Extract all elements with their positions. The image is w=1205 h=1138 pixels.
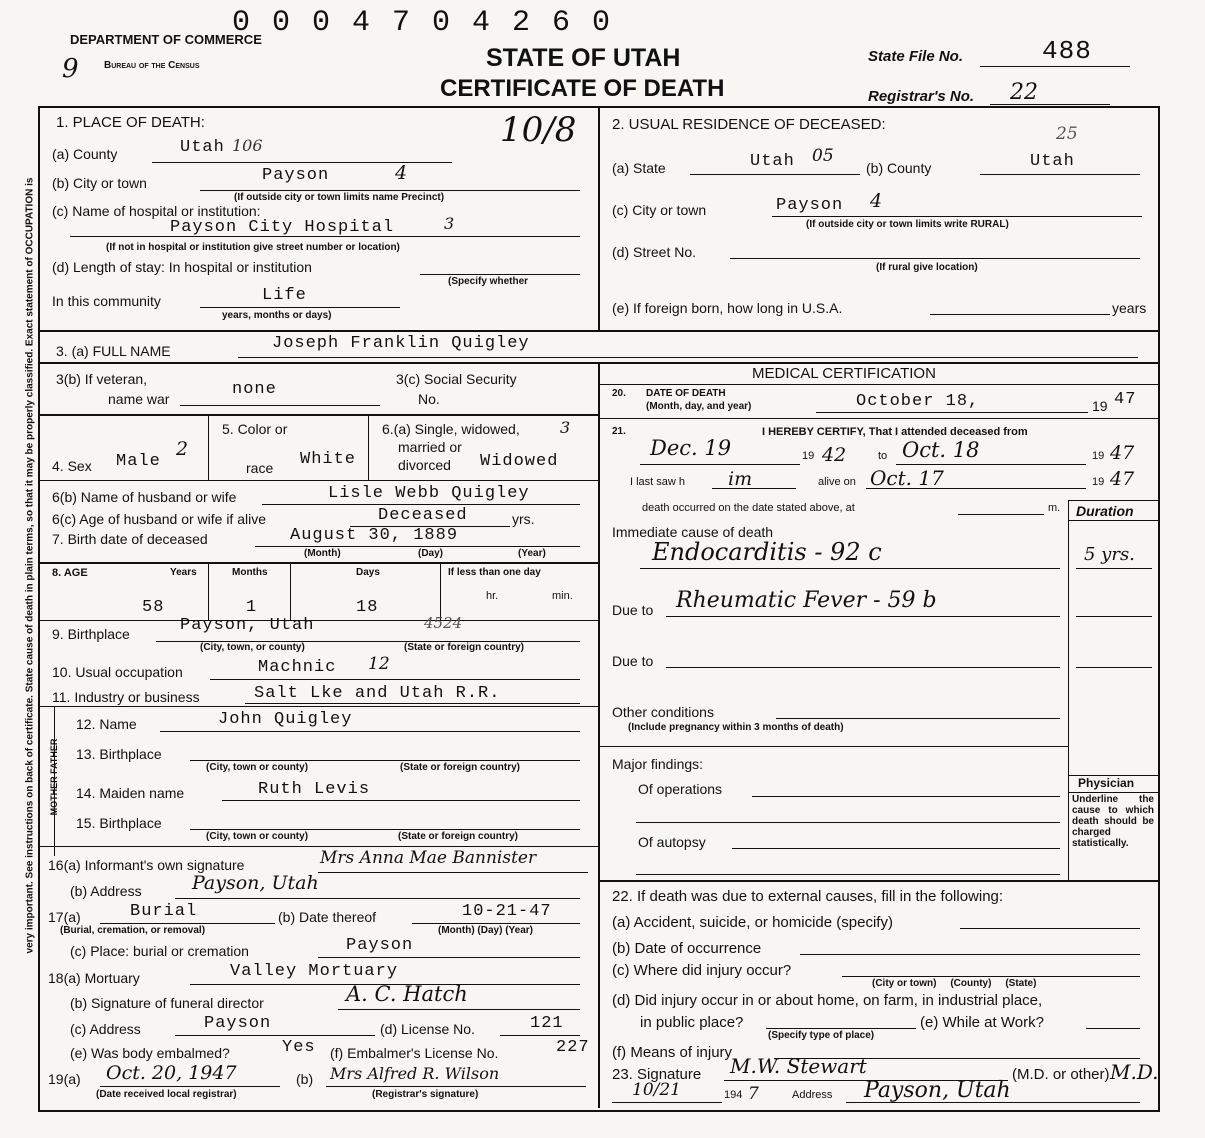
burial-label: 17(a): [48, 909, 81, 925]
marital-label-3: divorced: [398, 457, 451, 473]
alive-label: alive on: [818, 476, 856, 488]
certificate-title: CERTIFICATE OF DEATH: [440, 75, 725, 102]
death-year: 47: [1114, 390, 1137, 409]
alive-year-prefix: 19: [1092, 476, 1105, 488]
mother-state-note: (State or foreign country): [398, 831, 519, 842]
accident-label: (a) Accident, suicide, or homicide (specify): [612, 914, 893, 931]
burial-date: 10-21-47: [462, 902, 552, 921]
md-label: (M.D. or other): [1012, 1066, 1110, 1083]
mortuary-value: Valley Mortuary: [230, 962, 399, 981]
city-label: (b) City or town: [52, 175, 147, 191]
to-label: to: [878, 450, 888, 462]
bureau-label: Bureau of the Census: [104, 60, 200, 71]
father-state-note: (State or foreign country): [400, 762, 521, 773]
license-value: 121: [530, 1014, 564, 1033]
father-city-note: (City, town or county): [206, 762, 309, 773]
last-saw-label: I last saw h: [630, 476, 686, 488]
age-days-label: Days: [356, 567, 380, 578]
res-city-label: (c) City or town: [612, 202, 707, 218]
margin-instructions: very important. See instructions on back of certificate. State cause of death in plain terms, so that it may be properly classified. Exact statement of OCCUPATION is: [24, 177, 36, 954]
major-findings-label: Major findings:: [612, 756, 704, 772]
age-less-label: If less than one day: [448, 567, 541, 578]
box-mark-1: 10/8: [500, 110, 577, 150]
death-hospital: Payson City Hospital: [170, 218, 395, 237]
injury-place-label: (d) Did injury occur in or about home, on farm, in industrial place,: [612, 992, 1043, 1009]
burial-date-label: (b) Date thereof: [278, 909, 377, 925]
signature-address-label: Address: [792, 1089, 833, 1101]
attended-to: Oct. 18: [902, 438, 980, 462]
ssn-label: 3(c) Social Security: [396, 371, 517, 387]
embalmed-value: Yes: [282, 1038, 316, 1057]
other-conditions-note: (Include pregnancy within 3 months of death): [628, 722, 844, 733]
marital-code: 3: [560, 418, 571, 437]
m-label: m.: [1048, 502, 1061, 514]
race-value: White: [300, 450, 357, 469]
signature-year: 7: [748, 1084, 759, 1104]
registrar-sig-note: (Registrar's signature): [372, 1089, 479, 1100]
registrar-sig-label: (b): [296, 1071, 314, 1087]
autopsy-label: Of autopsy: [638, 834, 706, 850]
immediate-cause: Endocarditis - 92 c: [652, 538, 882, 566]
street-label: (d) Street No.: [612, 244, 697, 260]
signature-label: 23. Signature: [612, 1066, 702, 1083]
industry-label: 11. Industry or business: [52, 689, 200, 705]
years-note: years, months or days): [222, 310, 332, 321]
md-value: M.D.: [1110, 1060, 1159, 1084]
due-to-label: Due to: [612, 602, 654, 618]
marital-label-2: married or: [398, 439, 462, 455]
res-county-code: 25: [1056, 124, 1078, 144]
war-label: name war: [108, 391, 170, 407]
attended-to-year-prefix: 19: [1092, 450, 1105, 462]
industry-value: Salt Lke and Utah R.R.: [254, 684, 501, 703]
due-to-2-label: Due to: [612, 653, 654, 669]
immediate-duration: 5 yrs.: [1084, 544, 1135, 565]
due-to-cause: Rheumatic Fever - 59 b: [676, 588, 937, 613]
mortuary-label: 18(a) Mortuary: [48, 970, 140, 986]
registrar-number: 22: [1010, 80, 1038, 105]
license-label: (d) License No.: [380, 1021, 475, 1037]
physician-note: Underline the cause to which death should be charged statistically.: [1072, 794, 1154, 849]
corner-mark: 9: [62, 54, 79, 84]
age-months-label: Months: [232, 567, 268, 578]
father-name-label: 12. Name: [76, 716, 137, 732]
spouse-age: Deceased: [378, 506, 468, 525]
signature-date: 10/21: [632, 1080, 681, 1100]
age-years: 58: [142, 598, 165, 617]
embalmed-label: (e) Was body embalmed?: [70, 1045, 230, 1061]
birthplace-code: 4524: [424, 614, 463, 632]
hospital-label: (c) Name of hospital or institution:: [52, 203, 261, 219]
occurrence-date-label: (b) Date of occurrence: [612, 940, 762, 957]
birthplace-city-note: (City, town, or county): [200, 642, 305, 653]
res-city-code: 4: [870, 190, 883, 212]
place-of-death-heading: 1. PLACE OF DEATH:: [56, 114, 205, 131]
full-name: Joseph Franklin Quigley: [272, 334, 530, 353]
year-note: (Year): [518, 548, 546, 559]
state-file-label: State File No.: [868, 48, 964, 65]
registrar-date: Oct. 20, 1947: [106, 1062, 237, 1084]
informant-address-label: (b) Address: [70, 883, 142, 899]
age-years-label: Years: [170, 567, 197, 578]
death-date-num: 20.: [612, 388, 626, 399]
res-city: Payson: [776, 196, 844, 215]
registrar-date-note: (Date received local registrar): [96, 1089, 237, 1100]
burial-value: Burial: [130, 902, 198, 921]
informant-address: Payson, Utah: [192, 872, 319, 894]
stay-label: (d) Length of stay: In hospital or institution: [52, 259, 312, 275]
res-state-code: 05: [812, 146, 834, 166]
at-work-label: (e) While at Work?: [920, 1014, 1044, 1031]
death-county: Utah: [180, 138, 225, 157]
res-state-label: (a) State: [612, 160, 666, 176]
father-birthplace-label: 13. Birthplace: [76, 746, 162, 762]
ssn-no-label: No.: [418, 391, 440, 407]
immediate-cause-label: Immediate cause of death: [612, 524, 774, 540]
external-heading: 22. If death was due to external causes, fill in the following:: [612, 888, 1004, 905]
occupation-value: Machnic: [258, 658, 337, 677]
department-label: DEPARTMENT OF COMMERCE: [70, 32, 262, 47]
physician-heading: Physician: [1078, 776, 1135, 790]
month-note: (Month): [304, 548, 341, 559]
veteran-label: 3(b) If veteran,: [56, 371, 148, 387]
specify-note: (Specify whether: [448, 276, 529, 287]
mortuary-address-label: (c) Address: [70, 1021, 141, 1037]
spouse-age-suffix: yrs.: [512, 511, 535, 527]
death-hospital-code: 3: [444, 214, 455, 233]
spouse-label: 6(b) Name of husband or wife: [52, 489, 237, 505]
injury-where-note: (City or town) (County) (State): [872, 978, 1037, 989]
death-date-label: DATE OF DEATH: [646, 388, 726, 399]
burial-date-note: (Month) (Day) (Year): [438, 925, 533, 936]
informant-signature: Mrs Anna Mae Bannister: [320, 848, 537, 868]
birthplace-state-note: (State or foreign country): [404, 642, 525, 653]
death-city: Payson: [262, 166, 330, 185]
day-note: (Day): [418, 548, 444, 559]
death-date-note: (Month, day, and year): [646, 401, 752, 412]
res-state: Utah: [750, 152, 795, 171]
registrar-signature: Mrs Alfred R. Wilson: [330, 1064, 500, 1083]
sex-code: 2: [176, 438, 189, 460]
spouse-age-label: 6(c) Age of husband or wife if alive: [52, 511, 267, 527]
state-file-number: 488: [1042, 36, 1092, 66]
foreign-suffix: years: [1112, 300, 1147, 316]
mother-name: Ruth Levis: [258, 780, 371, 799]
page-number: 0 0 0 4 7 0 4 2 6 0: [232, 6, 613, 40]
city-note: (If outside city or town limits name Precinct): [234, 192, 445, 203]
community-value: Life: [262, 286, 307, 305]
mother-birthplace-label: 15. Birthplace: [76, 815, 162, 831]
attended-from-year: 42: [822, 444, 847, 466]
duration-label: Duration: [1076, 503, 1134, 519]
mother-name-label: 14. Maiden name: [76, 785, 185, 801]
injury-where-label: (c) Where did injury occur?: [612, 962, 792, 979]
registrar-label: Registrar's No.: [868, 88, 975, 105]
street-note: (If rural give location): [876, 262, 978, 273]
mortuary-address: Payson: [204, 1014, 272, 1033]
res-county: Utah: [1030, 152, 1075, 171]
veteran-war: none: [232, 380, 277, 399]
injury-place-label-2: in public place?: [640, 1014, 744, 1031]
parents-side-label: MOTHER FATHER: [49, 738, 59, 816]
attended-from-year-prefix: 19: [802, 450, 815, 462]
embalmer-label: (f) Embalmer's License No.: [330, 1045, 499, 1061]
means-label: (f) Means of injury: [612, 1044, 733, 1061]
certify-text: I HEREBY CERTIFY, That I attended deceased from: [762, 426, 1028, 438]
spouse-name: Lisle Webb Quigley: [328, 484, 530, 503]
occupation-label: 10. Usual occupation: [52, 664, 183, 680]
medical-heading: MEDICAL CERTIFICATION: [752, 365, 936, 382]
last-saw-suffix: im: [728, 468, 753, 490]
death-date: October 18,: [856, 392, 980, 411]
race-label: race: [246, 460, 274, 476]
alive-year: 47: [1110, 468, 1135, 490]
birthplace-value: Payson, Utah: [180, 616, 315, 635]
informant-label: 16(a) Informant's own signature: [48, 857, 245, 873]
operations-label: Of operations: [638, 781, 723, 797]
death-year-prefix: 19: [1092, 398, 1108, 414]
community-label: In this community: [52, 293, 161, 309]
full-name-label: 3. (a) FULL NAME: [56, 343, 171, 359]
age-label: 8. AGE: [52, 567, 88, 579]
physician-signature: M.W. Stewart: [730, 1054, 867, 1078]
burial-place-label: (c) Place: burial or cremation: [70, 943, 249, 959]
sex-label: 4. Sex: [52, 458, 92, 474]
county-label: (a) County: [52, 146, 118, 162]
burial-place: Payson: [346, 936, 414, 955]
director-label: (b) Signature of funeral director: [70, 995, 264, 1011]
marital-label: 6.(a) Single, widowed,: [382, 421, 520, 437]
signature-address: Payson, Utah: [864, 1078, 1011, 1103]
sex-value: Male: [116, 452, 161, 471]
age-hr-label: hr.: [486, 590, 499, 602]
birthplace-label: 9. Birthplace: [52, 626, 130, 642]
death-county-code: 106: [232, 136, 263, 155]
cert-num: 21.: [612, 426, 626, 437]
burial-note: (Burial, cremation, or removal): [60, 925, 206, 936]
foreign-label: (e) If foreign born, how long in U.S.A.: [612, 300, 843, 316]
alive-date: Oct. 17: [870, 466, 944, 490]
other-conditions-label: Other conditions: [612, 704, 714, 720]
specify-place-note: (Specify type of place): [768, 1030, 875, 1041]
age-days: 18: [356, 598, 379, 617]
res-county-label: (b) County: [866, 160, 932, 176]
director-signature: A. C. Hatch: [346, 982, 468, 1006]
occurred-text: death occurred on the date stated above, at: [642, 502, 855, 514]
color-label: 5. Color or: [222, 421, 288, 437]
age-min-label: min.: [552, 590, 573, 602]
mother-city-note: (City, town or county): [206, 831, 309, 842]
registrar-label-19: 19(a): [48, 1071, 81, 1087]
death-city-code: 4: [395, 162, 408, 184]
father-name: John Quigley: [218, 710, 353, 729]
state-title: STATE OF UTAH: [486, 44, 681, 72]
occupation-code: 12: [368, 654, 390, 674]
signature-year-prefix: 194: [724, 1089, 743, 1101]
birth-date: August 30, 1889: [290, 526, 459, 545]
hospital-note: (If not in hospital or institution give street number or location): [106, 242, 400, 253]
embalmer-number: 227: [556, 1038, 590, 1057]
res-city-note: (If outside city or town limits write RURAL): [806, 219, 1009, 230]
marital-value: Widowed: [480, 452, 559, 471]
attended-to-year: 47: [1110, 442, 1135, 464]
residence-heading: 2. USUAL RESIDENCE OF DECEASED:: [612, 116, 886, 133]
attended-from: Dec. 19: [650, 436, 732, 460]
age-months: 1: [246, 598, 258, 617]
birth-date-label: 7. Birth date of deceased: [52, 531, 208, 547]
